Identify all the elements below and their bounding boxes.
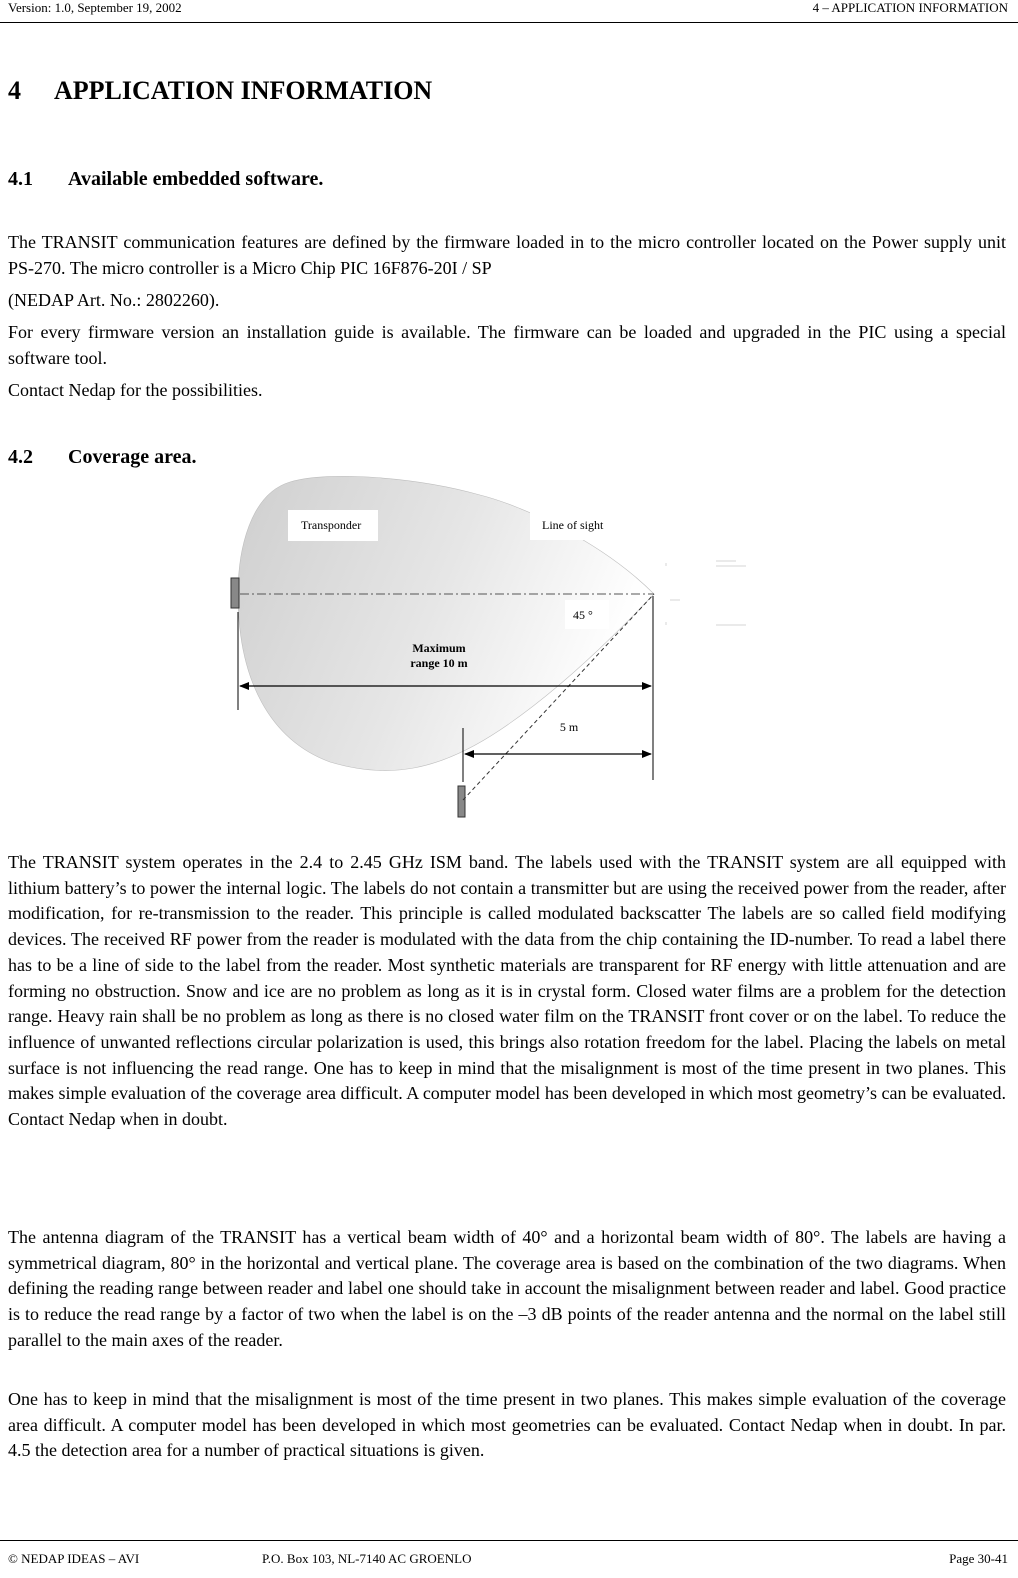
footer-copyright: © NEDAP IDEAS – AVI	[8, 1551, 140, 1566]
faint-marks	[666, 561, 746, 625]
section-4-1-number: 4.1	[8, 168, 33, 190]
section-4-2-number: 4.2	[8, 446, 33, 468]
transponder-callout	[288, 510, 378, 541]
label-max-range-line2: range 10 m	[410, 656, 468, 670]
header-chapter: 4 – APPLICATION INFORMATION	[812, 0, 1008, 15]
chapter-heading	[8, 76, 432, 106]
section-4-1-title: Available embedded software.	[68, 168, 324, 190]
section-4-2-title: Coverage area.	[68, 446, 197, 468]
paragraph-contact: Contact Nedap for the possibilities.	[8, 380, 263, 400]
footer-address: P.O. Box 103, NL-7140 AC GROENLO	[262, 1551, 472, 1566]
paragraph-misalignment: One has to keep in mind that the misalignment is most of the time present in two planes. This makes simple evaluation of the coverage area difficult. A computer model has been developed in which most geometries can be evaluated. Contact Nedap when in doubt. In par. 4.5 the detection area for a number of practical situations is given.	[8, 1389, 1006, 1461]
label-angle: 45 °	[573, 608, 593, 622]
label-max-range-line1: Maximum	[412, 641, 466, 655]
chapter-number: 4	[8, 76, 21, 105]
footer-page-number: Page 30-41	[949, 1551, 1008, 1566]
reader-antenna	[231, 578, 239, 608]
header-version: Version: 1.0, September 19, 2002	[8, 0, 182, 15]
paragraph-ism-band: The TRANSIT system operates in the 2.4 to 2.45 GHz ISM band. The labels used with the TRANSIT system are all equipped with lithium battery’s to power the internal logic. The labels do not contain a transmitter but are using the received power from the reader, after modification, for re-transmission to the reader. This principle is called modulated backscatter The labels are so called field modifying devices. The received RF power from the reader is modulated with the data from the chip containing the ID-number. To read a label there has to be a line of side to the label from the reader. Most synthetic materials are transparent for RF energy with little attenuation and are forming no obstruction. Snow and ice are no problem as long as it is in crystal form. Closed water films are a problem for the detection range. Heavy rain shall be no problem as long as there is no closed water film on the TRANSIT front cover or on the label. To reduce the influence of unwanted reflections circular polarization is used, this brings also rotation freedom for the label. Placing the labels on metal surface is not influencing the read range. One has to keep in mind that the misalignment is most of the time present in two planes. This makes simple evaluation of the coverage area difficult. A computer model has been developed in which most geometry’s can be evaluated. Contact Nedap when in doubt.	[8, 852, 1006, 1130]
chapter-title: APPLICATION INFORMATION	[54, 76, 433, 105]
paragraph-art-no: (NEDAP Art. No.: 2802260).	[8, 290, 220, 310]
tag-marker	[458, 786, 465, 817]
angle-callout	[565, 600, 609, 629]
coverage-diagram	[220, 475, 780, 825]
section-4-2-heading	[8, 446, 196, 469]
page-footer	[0, 1540, 1018, 1578]
label-5m: 5 m	[559, 720, 579, 734]
line-of-sight-callout	[530, 512, 622, 540]
paragraph-antenna-diagram: The antenna diagram of the TRANSIT has a vertical beam width of 40° and a horizontal beam width of 80°. The labels are having a symmetrical diagram, 80° in the horizontal and vertical plane. The coverage area is based on the combination of the two diagrams. When defining the reading range between reader and label one should take in account the misalignment between reader and label. Good practice is to reduce the read range by a factor of two when the label is on the –3 dB points of the reader antenna and the normal on the label still parallel to the main axes of the reader.	[8, 1227, 1006, 1350]
paragraph-firmware: The TRANSIT communication features are defined by the firmware loaded in to the micro controller located on the Power supply unit PS-270. The micro controller is a Micro Chip PIC 16F876-20I / SP	[8, 232, 1006, 278]
label-line-of-sight: Line of sight	[542, 518, 604, 532]
section-4-1-heading	[8, 168, 323, 191]
paragraph-install-guide: For every firmware version an installation guide is available. The firmware can be loaded and upgraded in the PIC using a special software tool.	[8, 322, 1006, 368]
page-header	[0, 0, 1018, 23]
label-transponder: Transponder	[301, 518, 362, 532]
